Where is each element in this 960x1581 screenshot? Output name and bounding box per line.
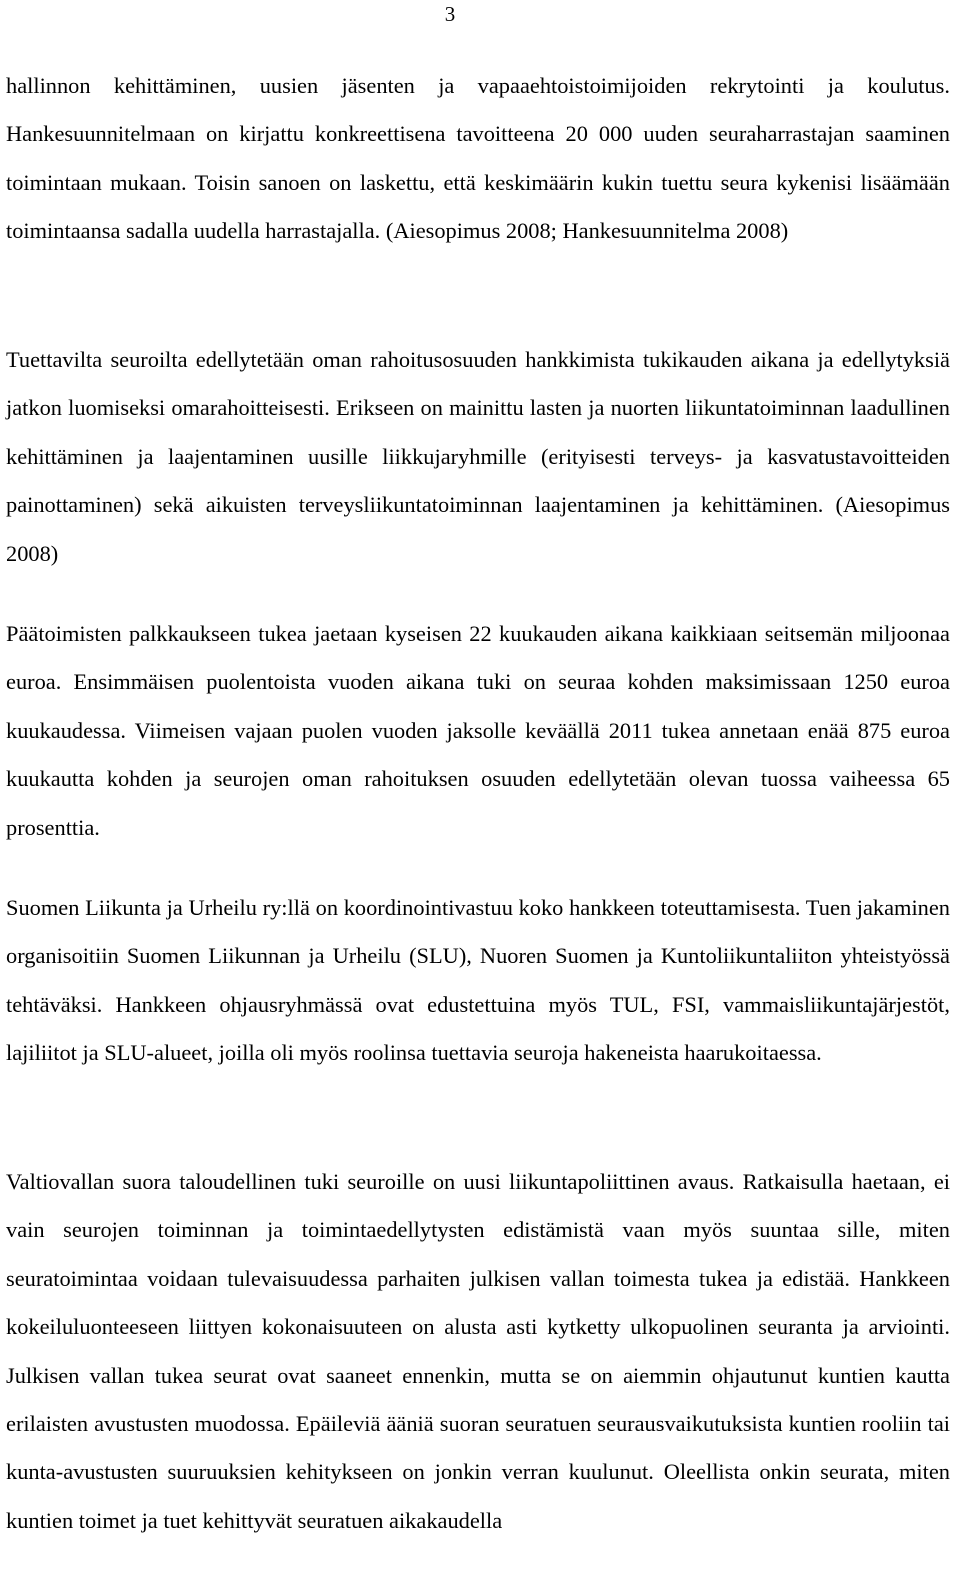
paragraph: Suomen Liikunta ja Urheilu ry:llä on koordinointivastuu koko hankkeen toteuttamisesta. Tuen jakaminen organisoitiin Suomen Liikunnan ja Urheilu (SLU), Nuoren Suomen ja Kuntoliikuntaliiton yhteistyössä tehtäväksi. Hankkeen ohjausryhmässä ovat edustettuina myös TUL, FSI, vammaisliikuntajärjestöt, lajiliitot ja SLU-alueet, joilla oli myös roolinsa tuettavia seuroja hakeneista haarukoitaessa. [6, 895, 950, 1066]
paragraph: hallinnon kehittäminen, uusien jäsenten ja vapaaehtoistoimijoiden rekrytointi ja koulutus. Hankesuunnitelmaan on kirjattu konkreettisena tavoitteena 20 000 uuden seuraharrastajan saaminen toimintaan mukaan. Toisin sanoen on laskettu, että keskimäärin kukin tuettu seura kykenisi lisäämään toimintaansa sadalla uudella harrastajalla. (Aiesopimus 2008; Hankesuunnitelma 2008) [6, 73, 950, 244]
paragraph: Valtiovallan suora taloudellinen tuki seuroille on uusi liikuntapoliittinen avaus. Ratkaisulla haetaan, ei vain seurojen toiminnan ja toimintaedellytysten edistämistä vaan myös suuntaa sille, miten seuratoimintaa voidaan tulevaisuudessa parhaiten julkisen vallan toimesta tukea ja edistää. Hankkeen kokeiluluonteeseen liittyen kokonaisuuteen on alusta asti kytketty ulkopuolinen seuranta ja arviointi. Julkisen vallan tukea seurat ovat saaneet ennenkin, mutta se on aiemmin ohjautunut kuntien kautta erilaisten avustusten muodossa. Epäileviä ääniä suoran seuratuen seurausvaikutuksista kuntien rooliin tai kunta-avustusten suuruuksien kehitykseen on jonkin verran kuulunut. Oleellista onkin seurata, miten kuntien toimet ja tuet kehittyvät seuratuen aikakaudella [6, 1169, 950, 1533]
paragraph: Päätoimisten palkkaukseen tukea jaetaan kyseisen 22 kuukauden aikana kaikkiaan seitsemän miljoonaa euroa. Ensimmäisen puolentoista vuoden aikana tuki on seuraa kohden maksimissaan 1250 euroa kuukaudessa. Viimeisen vajaan puolen vuoden jaksolle keväällä 2011 tukea annetaan enää 875 euroa kuukautta kohden ja seurojen oman rahoituksen osuuden edellytetään olevan tuossa vaiheessa 65 prosenttia. [6, 621, 950, 840]
paragraph: Tuettavilta seuroilta edellytetään oman rahoitusosuuden hankkimista tukikauden aikana ja edellytyksiä jatkon luomiseksi omarahoitteisesti. Erikseen on mainittu lasten ja nuorten liikuntatoiminnan laadullinen kehittäminen ja laajentaminen uusille liikkujaryhmille (erityisesti terveys- ja kasvatustavoitteiden painottaminen) sekä aikuisten terveysliikuntatoiminnan laajentaminen ja kehittäminen. (Aiesopimus 2008) [6, 347, 950, 566]
page-number: 3 [444, 2, 456, 26]
